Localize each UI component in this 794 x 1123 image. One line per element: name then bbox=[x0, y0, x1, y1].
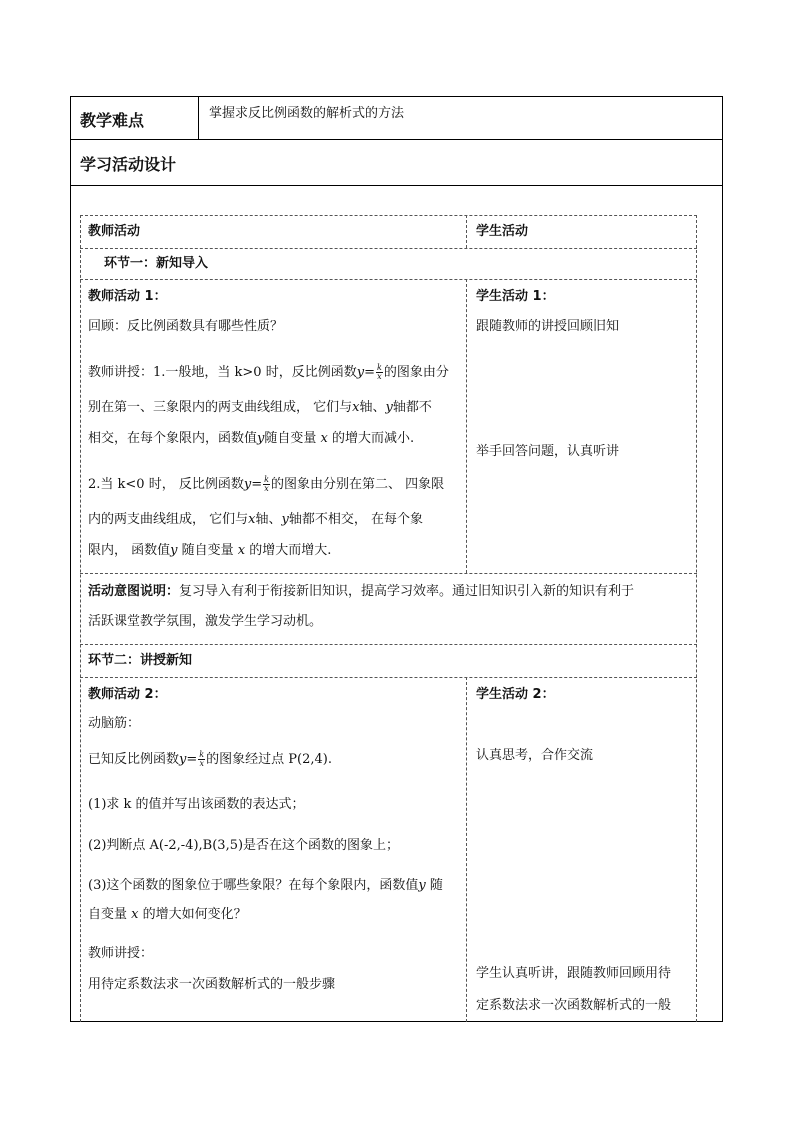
given-statement: 已知反比例函数y= $\frac{k}{x}$ 的图象经过点 P(2,4). bbox=[88, 750, 332, 768]
lecture-line-1: 教师讲授：1.一般地，当 k>0 时，反比例函数y= $\frac{k}{x}$ 的图象由分 bbox=[88, 363, 449, 381]
lecture-text: 用待定系数法求一次函数解析式的一般步骤 bbox=[88, 977, 336, 992]
grid-line bbox=[466, 279, 467, 573]
lecture-line-5: 内的两支曲线组成， 它们与x轴、y轴都不相交， 在每个象 bbox=[88, 512, 423, 527]
student-activity-1-title: 学生活动 1： bbox=[476, 289, 555, 304]
design-title: 学习活动设计 bbox=[80, 155, 177, 174]
grid-line bbox=[466, 677, 467, 1022]
difficulty-row bbox=[71, 97, 722, 140]
question-3-line-2: 自变量 x 的增大如何变化？ bbox=[88, 907, 247, 922]
intent-line-1: 活动意图说明：复习导入有利于衔接新旧知识，提高学习效率。通过旧知识引入新的知识有利于 bbox=[88, 584, 635, 599]
student-activity-2-text-2: 学生认真听讲，跟随教师回顾用待 bbox=[476, 966, 672, 981]
question-2: (2)判断点 A(-2,-4),B(3,5)是否在这个函数的图象上； bbox=[88, 838, 400, 853]
grid-line bbox=[80, 677, 697, 678]
grid-line bbox=[80, 644, 697, 645]
lecture-line-4: 2.当 k<0 时， 反比例函数y= $\frac{k}{x}$ 的图象由分别在第二、 四象限 bbox=[88, 475, 445, 493]
student-activity-2-text-3: 定系数法求一次函数解析式的一般 bbox=[476, 998, 672, 1013]
teacher-activity-2-title: 教师活动 2： bbox=[88, 687, 167, 702]
review-question: 回顾：反比例函数具有哪些性质？ bbox=[88, 319, 284, 334]
activity-grid bbox=[80, 215, 697, 1022]
grid-line bbox=[696, 215, 697, 1022]
question-1: (1)求 k 的值并写出该函数的表达式； bbox=[88, 797, 305, 812]
cell-divider bbox=[198, 97, 199, 140]
lecture-line-6: 限内， 函数值y 随自变量 x 的增大而增大. bbox=[88, 543, 332, 558]
difficulty-text: 掌握求反比例函数的解析式的方法 bbox=[209, 106, 405, 121]
lecture-line-2: 别在第一、三象限内的两支曲线组成， 它们与x轴、y轴都不 bbox=[88, 400, 432, 415]
student-column-header: 学生活动 bbox=[476, 224, 529, 239]
intent-line-2: 活跃课堂教学氛围，激发学生学习动机。 bbox=[88, 614, 323, 629]
grid-line bbox=[80, 248, 697, 249]
grid-line bbox=[80, 215, 697, 216]
teacher-column-header: 教师活动 bbox=[88, 224, 141, 239]
student-activity-1-text-2: 举手回答问题，认真听讲 bbox=[476, 444, 620, 459]
student-activity-2-title: 学生活动 2： bbox=[476, 687, 555, 702]
grid-line bbox=[80, 215, 81, 1022]
student-activity-2-text-1: 认真思考，合作交流 bbox=[476, 748, 594, 763]
difficulty-label: 教学难点 bbox=[80, 111, 145, 130]
brainstorm-label: 动脑筋： bbox=[88, 716, 141, 731]
lecture-title: 教师讲授： bbox=[88, 946, 154, 961]
grid-line bbox=[80, 573, 697, 574]
question-3-line-1: (3)这个函数的图象位于哪些象限？在每个象限内，函数值y 随 bbox=[88, 878, 443, 893]
design-title-row bbox=[71, 140, 722, 186]
grid-line bbox=[466, 215, 467, 248]
teacher-activity-1-title: 教师活动 1： bbox=[88, 289, 167, 304]
lecture-line-3: 相交，在每个象限内，函数值y随自变量 x 的增大而减小. bbox=[88, 431, 415, 446]
student-activity-1-text-1: 跟随教师的讲授回顾旧知 bbox=[476, 319, 620, 334]
grid-line bbox=[80, 279, 697, 280]
intent-label: 活动意图说明： bbox=[88, 584, 180, 599]
section2-title: 环节二：讲授新知 bbox=[88, 653, 193, 668]
section1-title: 环节一：新知导入 bbox=[104, 256, 209, 271]
